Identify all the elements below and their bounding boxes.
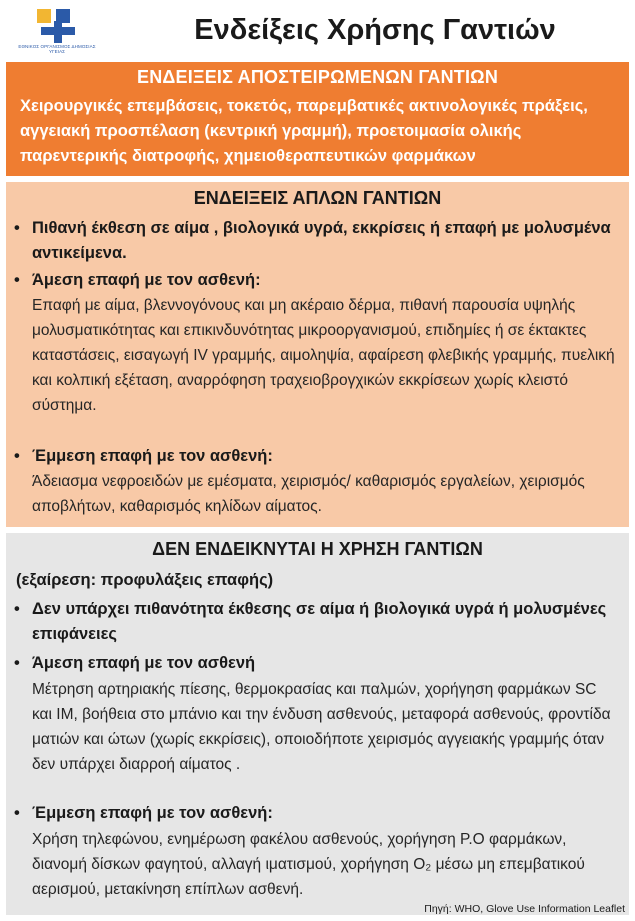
item-description: Επαφή με αίμα, βλεννογόνους και μη ακέραιο δέρμα, πιθανή παρουσία υψηλής μολυσματικότητας και επικινδυνότητας μικροοργανισμού, επιδημίες ή σε έκτακτες καταστάσεις, εισαγωγή IV γραμμής, αιμοληψία, αφαίρεση φλεβικής γραμμής, πυελική και κολπική εξέταση, αναρρόφηση τραχειοβρογχικών εκκρίσεων χωρίς κλειστό σύστημα. (32, 297, 615, 414)
header (0, 0, 635, 60)
sterile-heading: ΕΝΔΕΙΞΕΙΣ ΑΠΟΣΤΕΙΡΩΜΕΝΩΝ ΓΑΝΤΙΩΝ (136, 67, 499, 87)
simple-heading: ΕΝΔΕΙΞΕΙΣ ΑΠΛΩΝ ΓΑΝΤΙΩΝ (193, 188, 442, 208)
no-gloves-heading: ΔΕΝ ΕΝΔΕΙΚΝΥΤΑΙ Η ΧΡΗΣΗ ΓΑΝΤΙΩΝ (152, 539, 483, 559)
source-note: Πηγή: WHO, Glove Use Information Leaflet (424, 903, 625, 915)
no-gloves-subheading: (εξαίρεση: προφυλάξεις επαφής) (16, 571, 274, 589)
bullet-icon: • (14, 447, 20, 465)
page-title: Ενδείξεις Χρήσης Γαντιών (194, 14, 556, 46)
bullet-label: Έμμεση επαφή με τον ασθενή: (32, 804, 273, 822)
no-gloves-section (6, 533, 629, 915)
list-item (14, 444, 614, 469)
list-item (14, 801, 614, 826)
item-description: Χρήση τηλεφώνου, ενημέρωση φακέλου ασθενούς, χορήγηση P.O φαρμάκων, διανομή δίσκων φαγητού, αλλαγή ιματισμού, χορήγηση O₂ μέσω μη επεμβατικού αερισμού, μετακίνηση επίπλων ασθενή. (32, 831, 585, 898)
bullet-label: Πιθανή έκθεση σε αίμα , βιολογικά υγρά, εκκρίσεις ή επαφή με μολυσμένα αντικείμενα. (32, 219, 611, 262)
sterile-body: Χειρουργικές επεμβάσεις, τοκετός, παρεμβατικές ακτινολογικές πράξεις, αγγειακή προσπέλαση (κεντρική γραμμή), προετοιμασία ολικής παρεντερικής διατροφής, χημειοθεραπευτικών φαρμάκων (20, 97, 588, 165)
item-description: Μέτρηση αρτηριακής πίεσης, θερμοκρασίας και παλμών, χορήγηση φαρμάκων SC και IM, βοήθεια στο μπάνιο και την ένδυση ασθενούς, μεταφορά ασθενούς, φροντίδα ματιών και ώτων (χωρίς εκκρίσεις), οποιοδήποτε χειρισμός αγγειακής γραμμής όταν δεν υπάρχει διαρροή αίματος . (32, 681, 611, 773)
simple-gloves-section (6, 182, 629, 527)
list-item (14, 597, 614, 647)
bullet-icon: • (14, 271, 20, 289)
item-description: Άδειασμα νεφροειδών με εμέσματα, χειρισμός/ καθαρισμός εργαλείων, χειρισμός αποβλήτων, καθαρισμός κηλίδων αίματος. (32, 473, 585, 515)
list-item (14, 651, 614, 676)
bullet-label: Άμεση επαφή με τον ασθενή: (32, 271, 261, 289)
bullet-icon: • (14, 804, 20, 822)
list-item (14, 268, 614, 293)
bullet-label: Άμεση επαφή με τον ασθενή (32, 654, 256, 672)
logo-caption: ΕΘΝΙΚΟΣ ΟΡΓΑΝΙΣΜΟΣ ΔΗΜΟΣΙΑΣ ΥΓΕΙΑΣ (18, 44, 96, 54)
bullet-label: Έμμεση επαφή με τον ασθενή: (32, 447, 273, 465)
list-item (14, 216, 614, 266)
bullet-icon: • (14, 600, 20, 618)
sterile-gloves-section (6, 62, 629, 176)
bullet-icon: • (14, 219, 20, 237)
bullet-label: Δεν υπάρχει πιθανότητα έκθεσης σε αίμα ή βιολογικά υγρά ή μολυσμένες επιφάνειες (32, 600, 607, 643)
bullet-icon: • (14, 654, 20, 672)
